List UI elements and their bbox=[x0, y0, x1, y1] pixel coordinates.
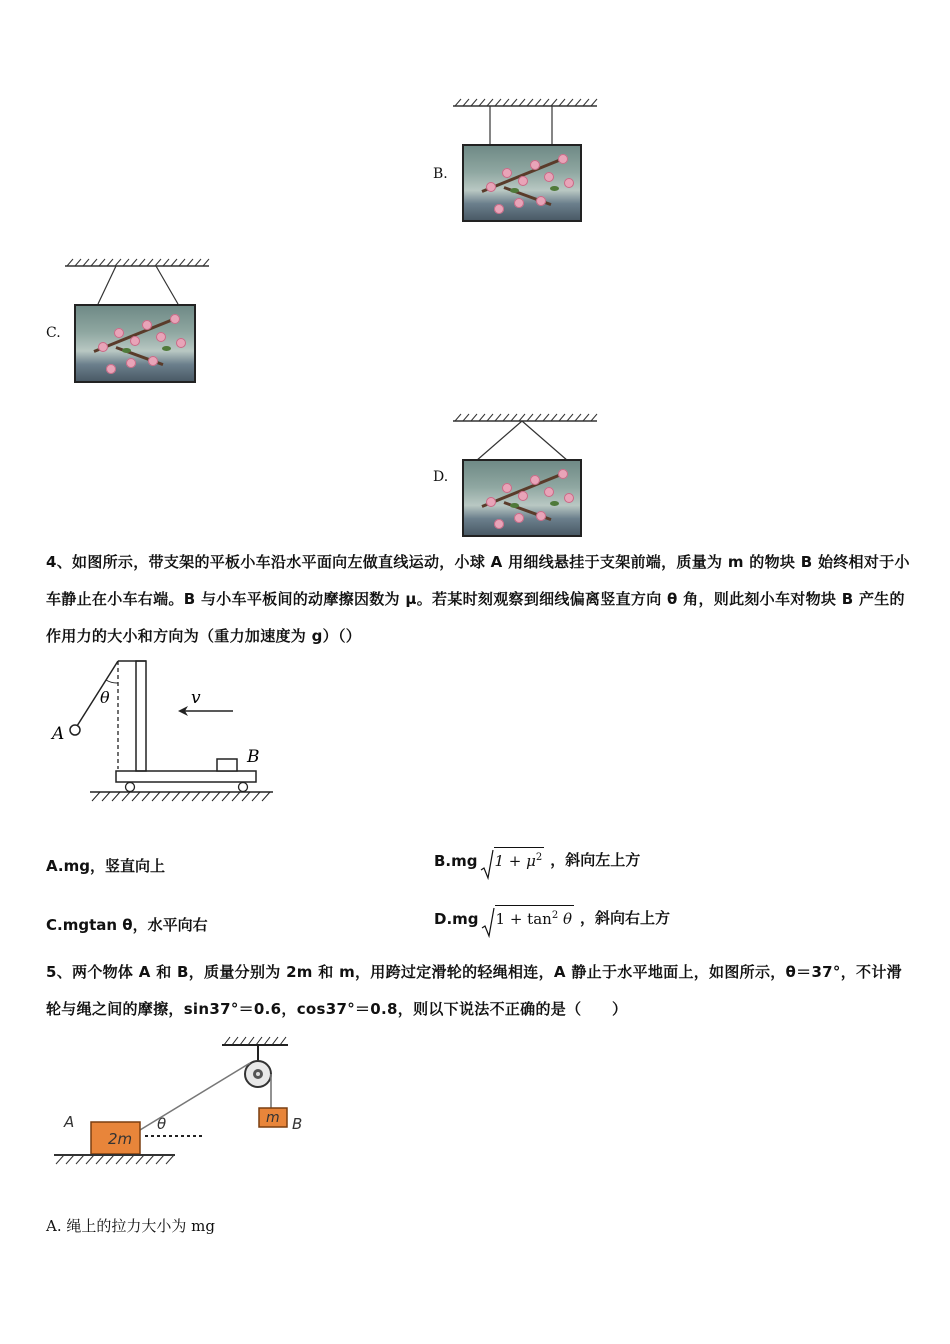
option-c-label: C. bbox=[46, 325, 61, 341]
question-5-figure bbox=[50, 1033, 320, 1173]
q5-label-B: B bbox=[292, 1115, 303, 1133]
picture-frame-b bbox=[462, 144, 582, 222]
q5-label-box-B: m bbox=[266, 1110, 280, 1126]
picture-frame-c bbox=[74, 304, 196, 383]
option-b-label: B. bbox=[433, 166, 448, 182]
q4-answer-d: D.mg $1 + \tan^2 \theta$ ，斜向右上方 bbox=[434, 903, 670, 938]
question-4-text: 4、如图所示，带支架的平板小车沿水平面向左做直线运动，小球 A 用细线悬挂于支架前端，质量为 m 的物块 B 始终相对于小车静止在小车右端。B 与小车平板间的动摩擦因数为 μ。若某时刻观察到细线偏离竖直方向 θ 角，则此刻小车对物块 B 产生的作用力的大小和方向为（重力加速度为 g）（） bbox=[46, 553, 910, 645]
q4-label-A: A bbox=[52, 724, 65, 744]
q4-answer-b: B.mg $1 + \mu^2$ ，斜向左上方 bbox=[434, 845, 640, 880]
q5-label-theta: θ bbox=[157, 1115, 167, 1133]
q4-answer-c: C.mgtan θ，水平向右 bbox=[46, 916, 208, 934]
q4-label-B: B bbox=[247, 747, 260, 767]
question-5-text: 5、两个物体 A 和 B，质量分别为 2m 和 m，用跨过定滑轮的轻绳相连，A 静止于水平地面上，如图所示，θ＝37°，不计滑轮与绳之间的摩擦，sin37°＝0.6，cos37°＝0.8，则以下说法不正确的是（ ） bbox=[46, 963, 902, 1018]
question-4-figure bbox=[48, 655, 278, 805]
sqrt-sign bbox=[480, 848, 494, 880]
q4-label-theta: θ bbox=[100, 688, 110, 707]
q5-label-A: A bbox=[64, 1113, 75, 1131]
option-d-label: D. bbox=[433, 469, 449, 485]
sqrt-sign bbox=[481, 906, 495, 938]
q5-label-box-A: 2m bbox=[108, 1130, 133, 1148]
q4-label-v: v bbox=[191, 688, 201, 708]
q5-answer-a: A. 绳上的拉力大小为 mg bbox=[46, 1217, 215, 1235]
q4-answer-a: A.mg，竖直向上 bbox=[46, 857, 165, 875]
picture-frame-d bbox=[462, 459, 582, 537]
